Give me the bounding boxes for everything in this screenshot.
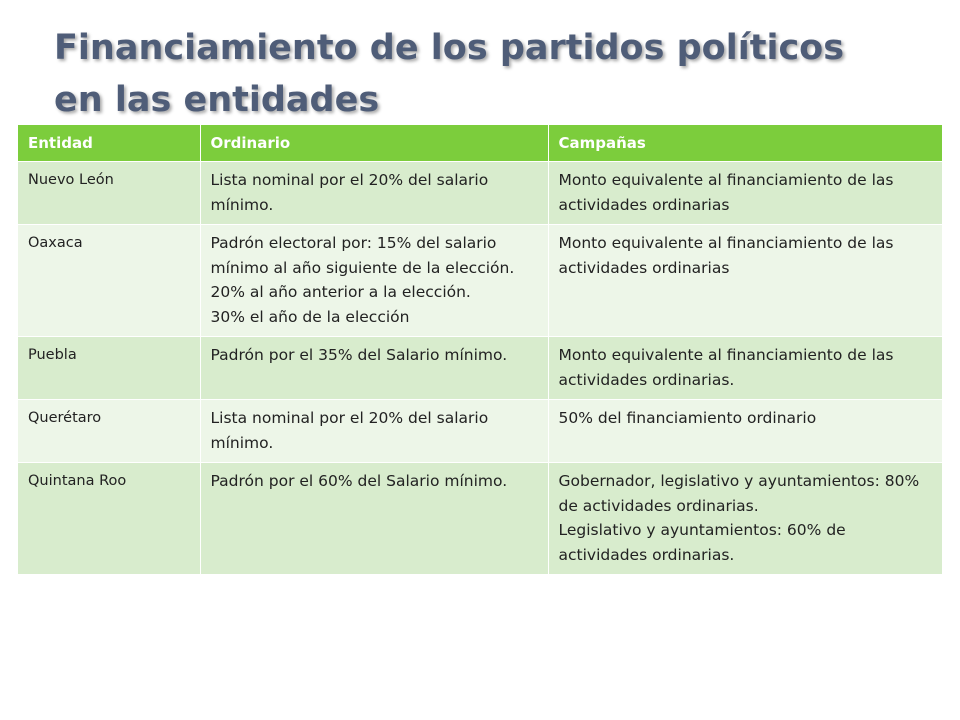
financing-table-container: [18, 125, 942, 575]
cell-entidad: Quintana Roo: [18, 463, 200, 575]
cell-line: Lista nominal por el 20% del salario mínimo.: [210, 171, 489, 214]
header-ordinario: Ordinario: [200, 125, 548, 162]
title-line-2: en las entidades: [54, 80, 380, 120]
table-row: [18, 225, 942, 337]
cell-entidad: Puebla: [18, 337, 200, 400]
cell-line: 30% el año de la elección: [210, 307, 410, 326]
cell-line: Monto equivalente al financiamiento de las actividades ordinarias: [558, 234, 894, 277]
cell-line: Padrón por el 60% del Salario mínimo.: [210, 472, 508, 490]
cell-line: Monto equivalente al financiamiento de las actividades ordinarias.: [558, 346, 894, 389]
cell-ordinario: [200, 400, 548, 463]
cell-campanas: [548, 337, 942, 400]
cell-line: Padrón por el 35% del Salario mínimo.: [210, 346, 508, 364]
table-header-row: [18, 125, 942, 162]
cell-campanas: [548, 162, 942, 225]
cell-line: Padrón electoral por: 15% del salario mínimo al año siguiente de la elección.: [210, 234, 515, 277]
header-entidad: Entidad: [18, 125, 200, 162]
cell-ordinario: [200, 463, 548, 575]
financing-table: [18, 125, 943, 575]
cell-campanas: [548, 400, 942, 463]
cell-entidad: Oaxaca: [18, 225, 200, 337]
cell-ordinario: [200, 225, 548, 337]
cell-line: Lista nominal por el 20% del salario mínimo.: [210, 409, 489, 452]
cell-ordinario: [200, 162, 548, 225]
cell-line: Gobernador, legislativo y ayuntamientos: 80% de actividades ordinarias.: [558, 472, 920, 515]
cell-line: 20% al año anterior a la elección.: [210, 283, 471, 301]
cell-line: Monto equivalente al financiamiento de las actividades ordinarias: [558, 171, 894, 214]
cell-entidad: Querétaro: [18, 400, 200, 463]
cell-ordinario: [200, 337, 548, 400]
table-row: [18, 463, 942, 575]
cell-line: Legislativo y ayuntamientos: 60% de actividades ordinarias.: [558, 521, 846, 564]
header-campanas: Campañas: [548, 125, 942, 162]
cell-campanas: [548, 463, 942, 575]
table-row: [18, 400, 942, 463]
cell-line: 50% del financiamiento ordinario: [558, 409, 817, 427]
cell-campanas: [548, 225, 942, 337]
slide-title: [54, 22, 934, 126]
table-row: [18, 337, 942, 400]
title-line-1: Financiamiento de los partidos políticos: [54, 28, 845, 68]
cell-entidad: Nuevo León: [18, 162, 200, 225]
table-row: [18, 162, 942, 225]
